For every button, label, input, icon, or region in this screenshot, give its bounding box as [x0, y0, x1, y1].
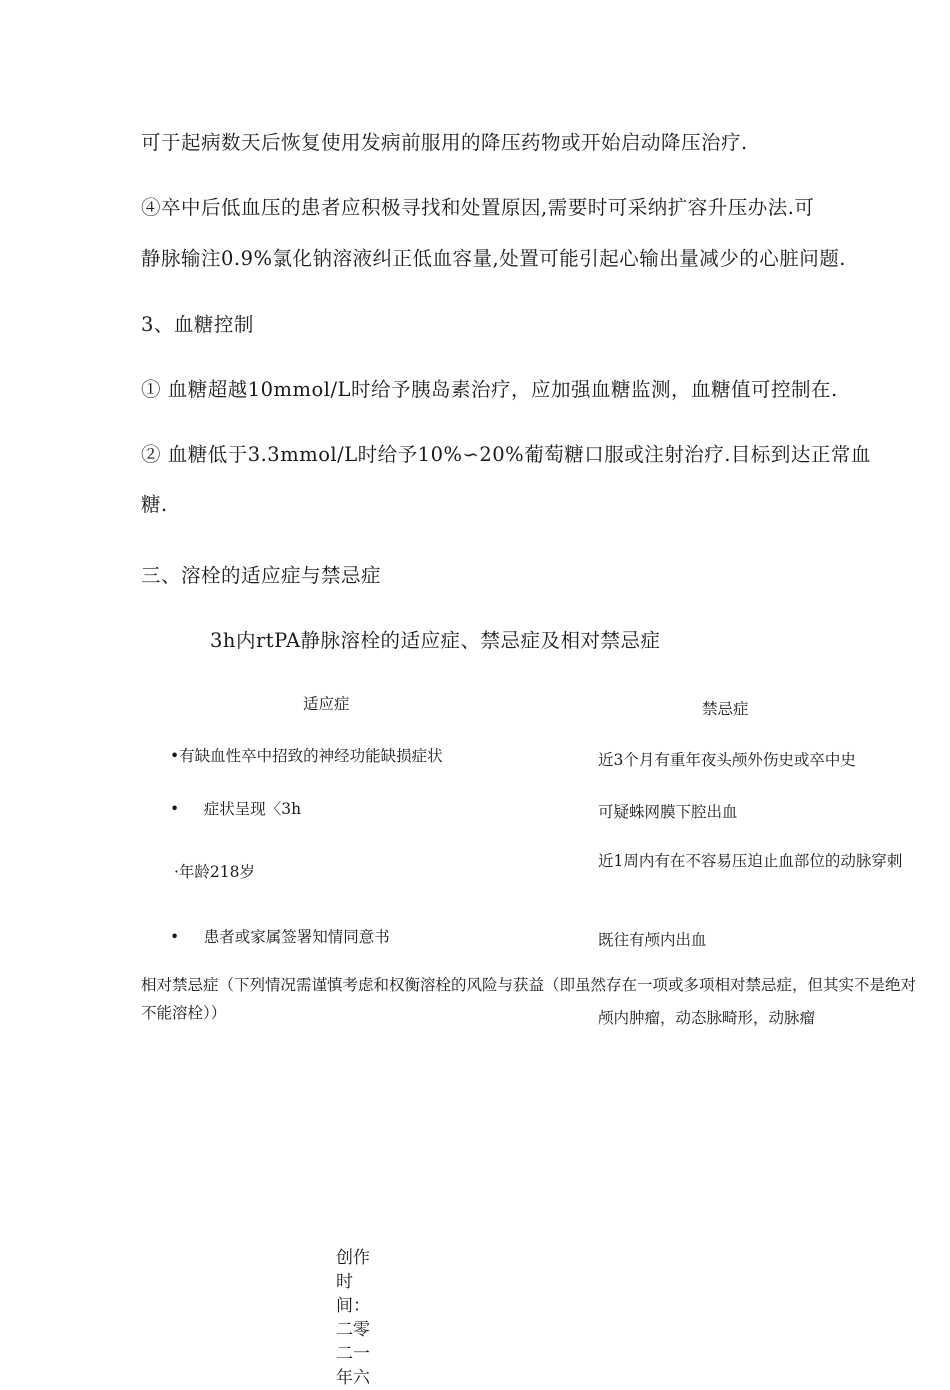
paragraph-bp-resume: 可于起病数天后恢复使用发病前服用的降压药物或开始启动降压治疗.: [141, 131, 748, 154]
table-title: 3h内rtPA静脉溶栓的适应症、禁忌症及相对禁忌症: [210, 629, 661, 652]
contraindication-item: 可疑蛛网膜下腔出血: [598, 803, 738, 821]
column-header-contraindications: 禁忌症: [702, 700, 749, 718]
indication-item: ·年龄218岁: [174, 863, 256, 881]
paragraph-hypotension-line2: 静脉输注0.9%氯化钠溶液纠正低血容量,处置可能引起心输出量减少的心脏问题.: [141, 247, 846, 270]
contraindication-item: 近1周内有在不容易压迫止血部位的动脉穿刺: [598, 852, 903, 870]
indication-item: • 患者或家属签署知情同意书: [170, 928, 390, 946]
relative-contraindications-note: 相对禁忌症（下列情况需谨慎考虑和权衡溶栓的风险与获益（即虽然存在一项或多项相对禁忌症，但其实不是绝对不能溶栓））: [141, 976, 917, 1022]
paragraph-glucose-high: ① 血糖超越10mmol/L时给予胰岛素治疗，应加强血糖监测，血糖值可控制在.: [141, 378, 838, 401]
indication-item: • 症状呈现〈3h: [170, 800, 302, 818]
column-header-indications: 适应症: [303, 695, 350, 713]
relative-contraindication-item: 颅内肿瘤，动态脉畸形，动脉瘤: [598, 1009, 816, 1027]
paragraph-hypotension-line1: ④卒中后低血压的患者应积极寻找和处置原因,需要时可采纳扩容升压办法.可: [141, 196, 815, 219]
paragraph-glucose-low-line1: ② 血糖低于3.3mmol/L时给予10%∽20%葡萄糖口服或注射治疗.目标到达正常血: [141, 443, 871, 466]
contraindication-item: 近3个月有重年夜头颅外伤史或卒中史: [598, 751, 856, 769]
indication-item: •有缺血性卒中招致的神经功能缺损症状: [170, 747, 443, 765]
section-heading-thrombolysis: 三、溶栓的适应症与禁忌症: [141, 564, 382, 587]
contraindication-item: 既往有颅内出血: [598, 931, 707, 949]
section-heading-glucose: 3、血糖控制: [141, 313, 254, 336]
paragraph-glucose-low-line2: 糖.: [141, 493, 168, 516]
creation-time-note: 创作时间：二零二一年六: [336, 1248, 370, 1388]
